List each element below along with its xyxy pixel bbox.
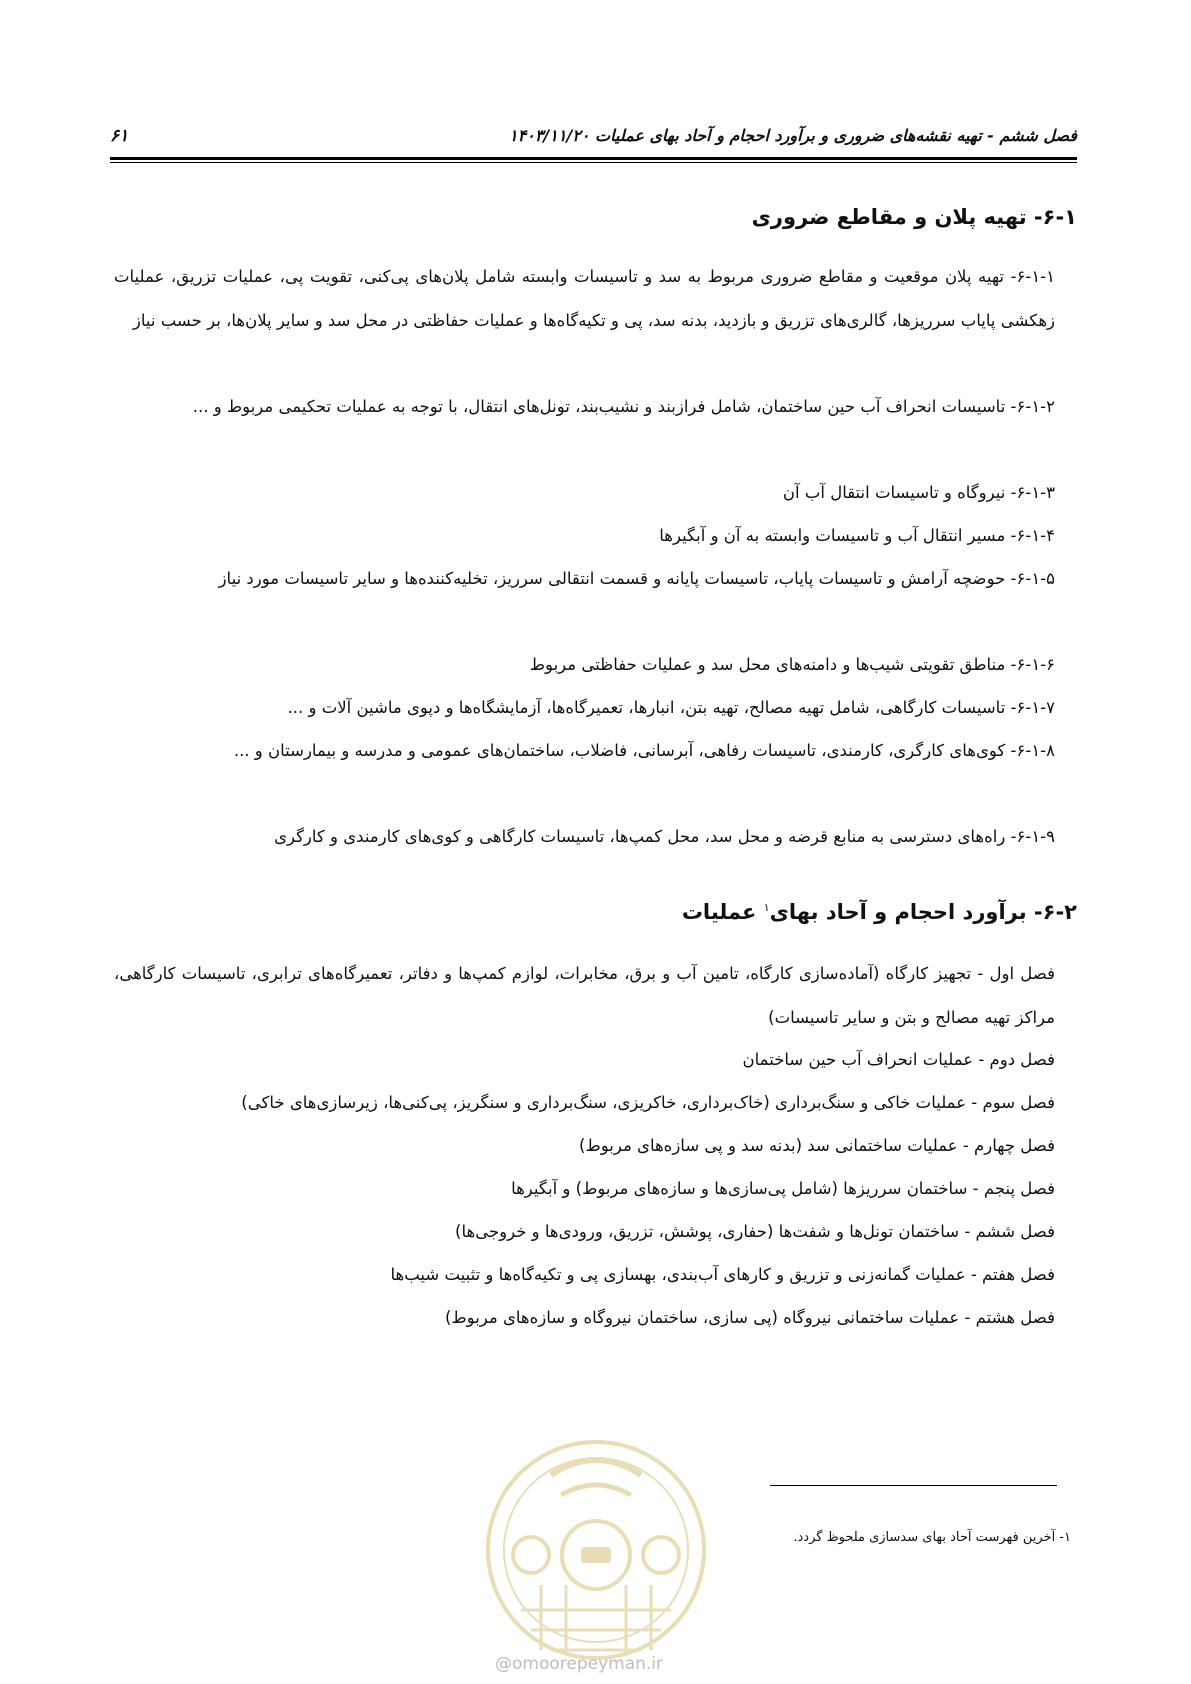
list-item: ۶-۱-۸- کوی‌های کارگری، کارمندی، تاسیسات رفاهی، آبرسانی، فاضلاب، ساختمان‌های عمومی و مدرسه و بیمارستان و ... [233,741,1055,760]
watermark-url: @omoorepeyman.ir [495,1654,664,1674]
list-item: ۶-۱-۴- مسیر انتقال آب و تاسیسات وابسته به آن و آبگیرها [659,526,1055,545]
list-item: ۶-۱-۶- مناطق تقویتی شیب‌ها و دامنه‌های محل سد و عملیات حفاظتی مربوط [529,655,1055,674]
chapter-item: فصل چهارم - عملیات ساختمانی سد (بدنه سد و پی سازه‌های مربوط) [579,1136,1055,1155]
watermark-seal-icon [481,1435,711,1665]
list-item: ۶-۱-۷- تاسیسات کارگاهی، شامل تهیه مصالح، تهیه بتن، انبارها، تعمیرگاه‌ها، آزمایشگاه‌ها و دپوی ماشین آلات و ... [287,698,1055,717]
footnote-marker: ۱ [763,901,770,914]
page-number: ۶۱ [110,126,129,146]
heading-text-end: عملیات [681,900,764,924]
list-item: ۶-۱-۱- تهیه پلان موقعیت و مقاطع ضروری مربوط به سد و تاسیسات وابسته شامل پلان‌های پی‌کنی، تقویت پی، عملیات تزریق، عملیات زهکشی پایاب سرریزها، گالری‌های تزریق و بازدید، بدنه سد، پی و تکیه‌گاه‌ها و عملیات حفاظتی در محل سد و سایر پلان‌ها، بر حسب نیاز [114,267,1055,330]
running-header [110,126,1077,154]
footnote: ۱- آخرین فهرست آحاد بهای سدسازی ملحوظ گردد. [793,1530,1071,1545]
header-rule-thick [110,157,1077,160]
footnote-rule [770,1485,1057,1486]
chapter-item: فصل پنجم - ساختمان سرریزها (شامل پی‌سازی‌ها و سازه‌های مربوط) و آبگیرها [511,1179,1055,1198]
chapter-item: فصل سوم - عملیات خاکی و سنگ‌برداری (خاک‌برداری، خاکریزی، سنگ‌برداری و سنگریز، پی‌کنی‌ها، زیرسازی‌های خاکی) [241,1093,1055,1112]
running-title: فصل ششم - تهیه نقشه‌های ضروری و برآورد احجام و آحاد بهای عملیات ۱۴۰۳/۱۱/۲۰ [509,126,1077,145]
list-item: ۶-۱-۳- نیروگاه و تاسیسات انتقال آب آن [782,483,1055,502]
list-item: ۶-۱-۹- راه‌های دسترسی به منابع قرضه و محل سد، محل کمپ‌ها، تاسیسات کارگاهی و کوی‌های کارمندی و کارگری [274,827,1055,846]
chapter-item: فصل دوم - عملیات انحراف آب حین ساختمان [742,1050,1055,1069]
heading-text: ۶-۲- برآورد احجام و آحاد بهای [769,900,1077,924]
chapter-item: فصل اول - تجهیز کارگاه (آماده‌سازی کارگاه، تامین آب و برق، مخابرات، لوازم کمپ‌ها و دفاتر، تعمیرگاه‌های ترابری، تاسیسات کارگاهی، مراکز تهیه مصالح و بتن و سایر تاسیسات) [114,964,1055,1027]
list-item: ۶-۱-۵- حوضچه آرامش و تاسیسات پایاب، تاسیسات پایانه و قسمت انتقالی سرریز، تخلیه‌کننده‌ها و سایر تاسیسات مورد نیاز [218,569,1055,588]
section-heading-plans: ۶-۱- تهیه پلان و مقاطع ضروری [751,205,1077,229]
list-item: ۶-۱-۲- تاسیسات انحراف آب حین ساختمان، شامل فرازبند و نشیب‌بند، تونل‌های انتقال، با توجه به عملیات تحکیمی مربوط و ... [192,397,1055,416]
chapter-item: فصل هشتم - عملیات ساختمانی نیروگاه (پی سازی، ساختمان نیروگاه و سازه‌های مربوط) [444,1308,1055,1327]
section-heading-estimate [682,900,1077,924]
header-rule-thin [110,162,1077,163]
chapter-item: فصل هفتم - عملیات گمانه‌زنی و تزریق و کارهای آب‌بندی، بهسازی پی و تکیه‌گاه‌ها و تثبیت شیب‌ها [390,1265,1055,1284]
chapter-item: فصل ششم - ساختمان تونل‌ها و شفت‌ها (حفاری، پوشش، تزریق، ورودی‌ها و خروجی‌ها) [455,1222,1055,1241]
